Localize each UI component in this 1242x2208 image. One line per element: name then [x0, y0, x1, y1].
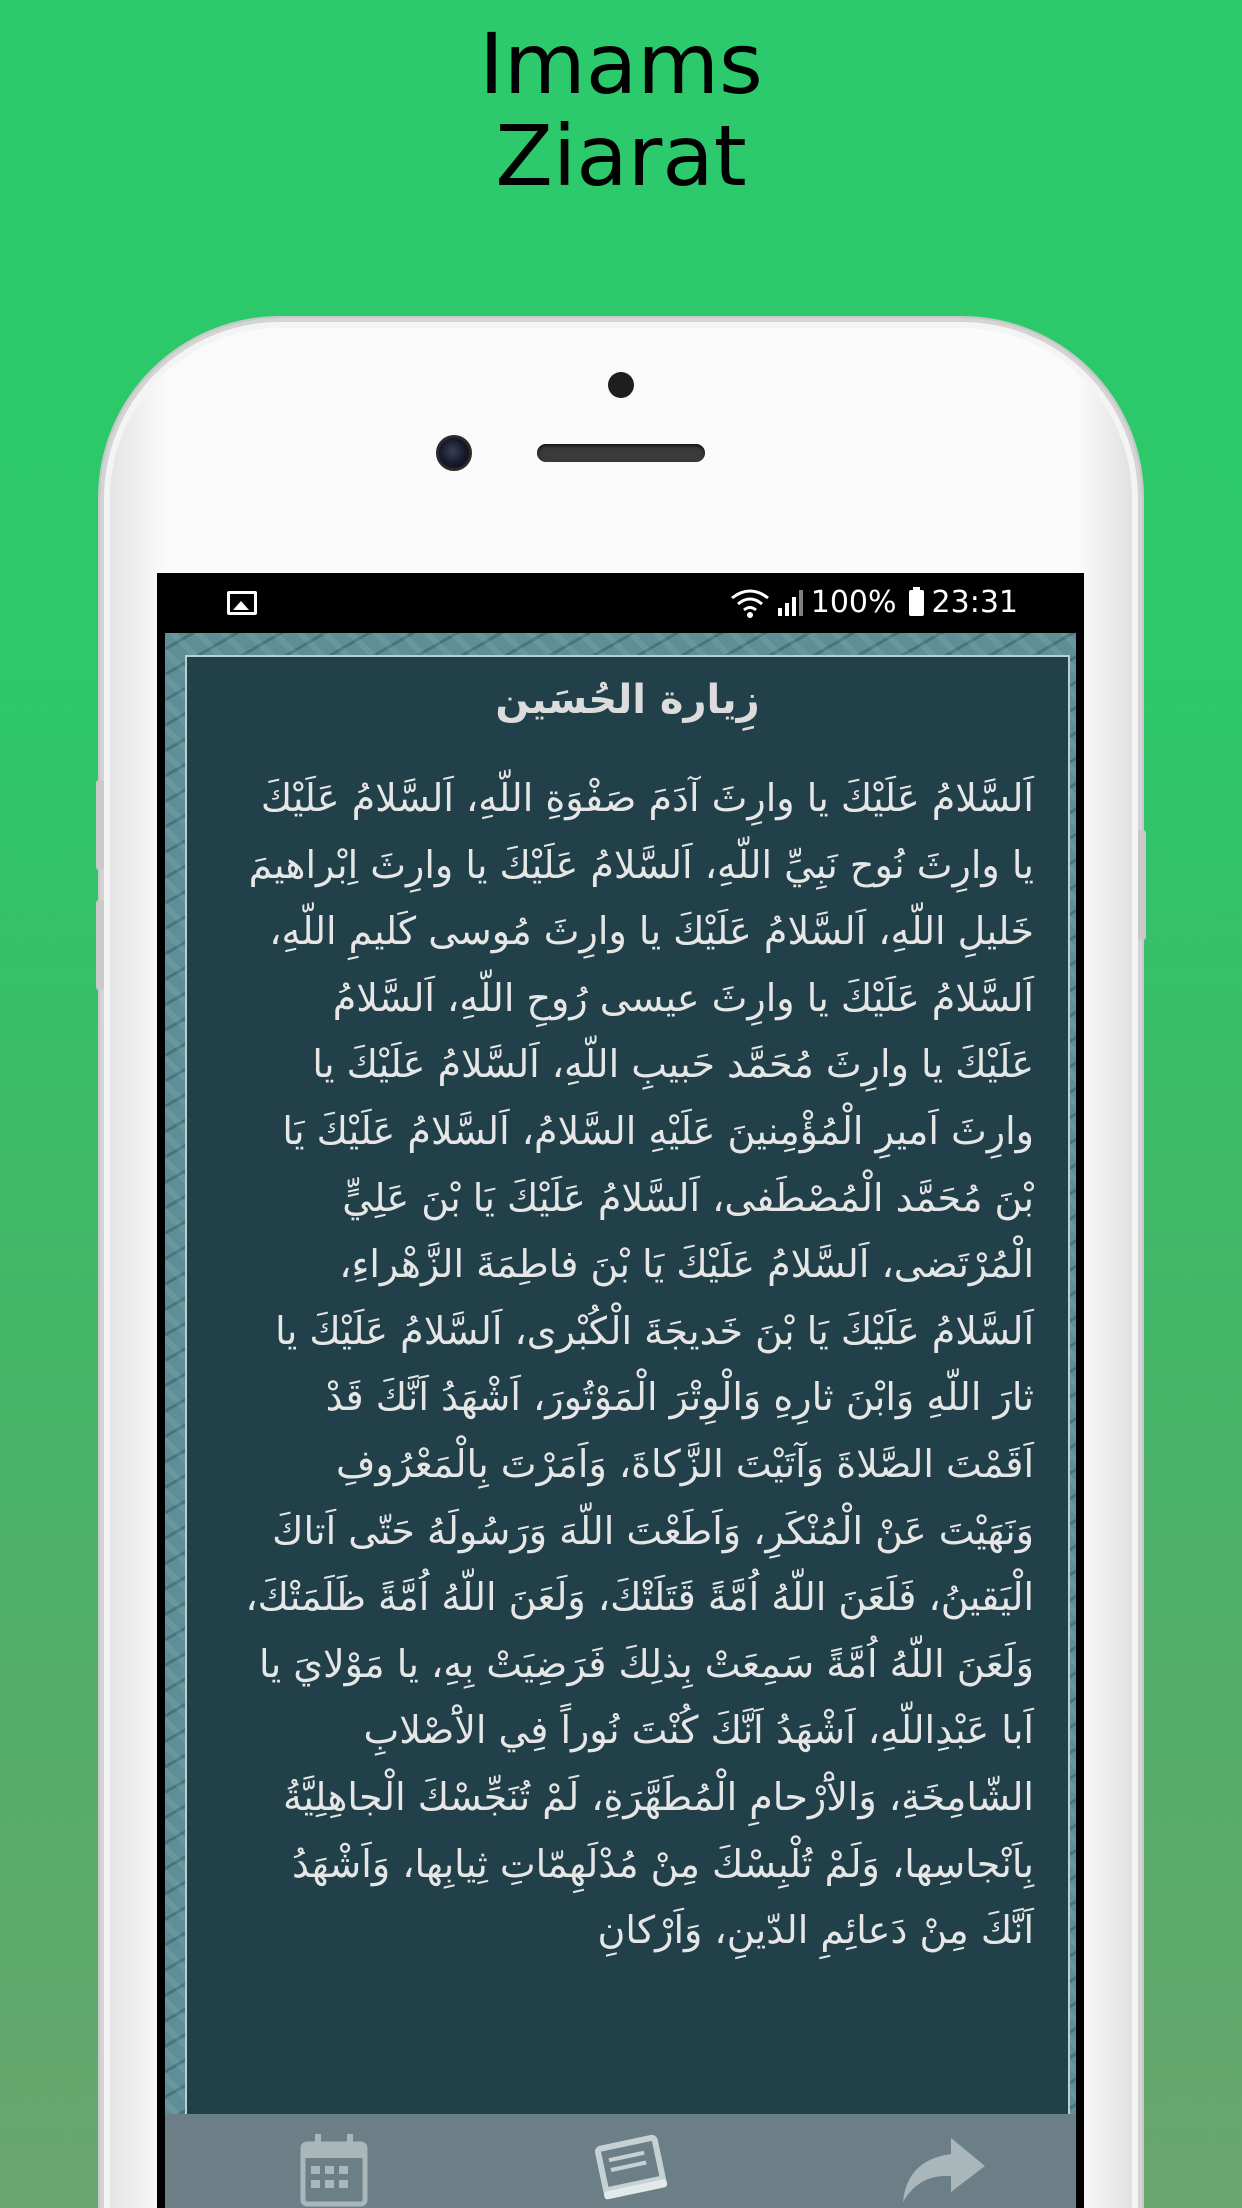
battery-percent: 100%	[810, 585, 897, 620]
share-icon[interactable]	[885, 2128, 995, 2208]
zyarat-card[interactable]	[185, 655, 1070, 2175]
status-bar	[157, 573, 1084, 633]
phone-side-button	[96, 780, 104, 870]
phone-screen	[157, 573, 1084, 2208]
promo-title	[0, 15, 1242, 205]
image-icon	[227, 591, 257, 615]
app-content	[165, 633, 1076, 2208]
book-icon[interactable]	[575, 2128, 685, 2208]
promo-title-line1: Imams	[479, 15, 763, 113]
zyarat-text: اَلسَّلامُ عَلَيْكَ يا وارِثَ آدَمَ صَفْوَةِ اللّهِ، اَلسَّلامُ عَلَيْكَ يا وارِثَ نُوح نَبِيِّ اللّهِ، اَلسَّلامُ عَلَيْكَ يا وارِثَ اِبْراهيمَ خَليلِ اللّهِ، اَلسَّلامُ عَلَيْكَ يا وارِثَ مُوسى كَليمِ اللّهِ، اَلسَّلامُ عَلَيْكَ يا وارِثَ عيسى رُوحِ اللّهِ، اَلسَّلامُ عَلَيْكَ يا وارِثَ مُحَمَّد حَبيبِ اللّهِ، اَلسَّلامُ عَلَيْكَ يا وارِثَ اَميرِ الْمُؤْمِنينَ عَلَيْهِ السَّلامُ، اَلسَّلامُ عَلَيْكَ يَا بْنَ مُحَمَّد الْمُصْطَفى، اَلسَّلامُ عَلَيْكَ يَا بْنَ عَلِيٍّ الْمُرْتَضى، اَلسَّلامُ عَلَيْكَ يَا بْنَ فاطِمَةَ الزَّهْراءِ، اَلسَّلامُ عَلَيْكَ يَا بْنَ خَديجَةَ الْكُبْرى، اَلسَّلامُ عَلَيْكَ يا ثارَ اللّهِ وَابْنَ ثارِهِ وَالْوِتْرَ الْمَوْتُورَ، اَشْهَدُ اَنَّكَ قَدْ اَقَمْتَ الصَّلاةَ وَآتَيْتَ الزَّكاةَ، وَاَمَرْتَ بِالْمَعْرُوفِ وَنَهَيْتَ عَنْ الْمُنْكَرِ، وَاَطَعْتَ اللّهَ وَرَسُولَهُ حَتّى اَتاكَ الْيَقينُ، فَلَعَنَ اللّهُ اُمَّةً قَتَلَتْكَ، وَلَعَنَ اللّهُ اُمَّةً ظَلَمَتْكَ، وَلَعَنَ اللّهُ اُمَّةً سَمِعَتْ بِذلِكَ فَرَضِيَتْ بِهِ، يا مَوْلايَ يا اَبا عَبْدِاللّهِ، اَشْهَدُ اَنَّكَ كُنْتَ نُوراً فِي الاَْصْلابِ الشّامِخَةِ، وَالاَْرْحامِ الْمُطَهَّرَةِ، لَمْ تُنَجِّسْكَ الْجاهِلِيَّةُ بِاَنْجاسِها، وَلَمْ تُلْبِسْكَ مِنْ مُدْلَهِمّاتِ ثِيابِها، وَاَشْهَدُ اَنَّكَ مِنْ دَعائِمِ الدّينِ، وَاَرْكانِ	[245, 776, 1034, 1953]
battery-icon	[909, 590, 924, 616]
zyarat-title: زِيارة الحُسَين	[495, 677, 760, 723]
proximity-sensor	[608, 372, 634, 398]
phone-side-button	[1138, 830, 1146, 940]
wifi-icon	[730, 588, 770, 618]
front-camera	[436, 435, 472, 471]
phone-side-button	[96, 900, 104, 990]
signal-icon	[778, 590, 803, 616]
status-right	[730, 585, 1018, 620]
promo-title-line2: Ziarat	[495, 107, 747, 205]
bottom-navigation	[165, 2114, 1076, 2208]
calendar-icon[interactable]	[275, 2128, 385, 2208]
earpiece-speaker	[537, 444, 705, 462]
status-time: 23:31	[931, 585, 1018, 620]
